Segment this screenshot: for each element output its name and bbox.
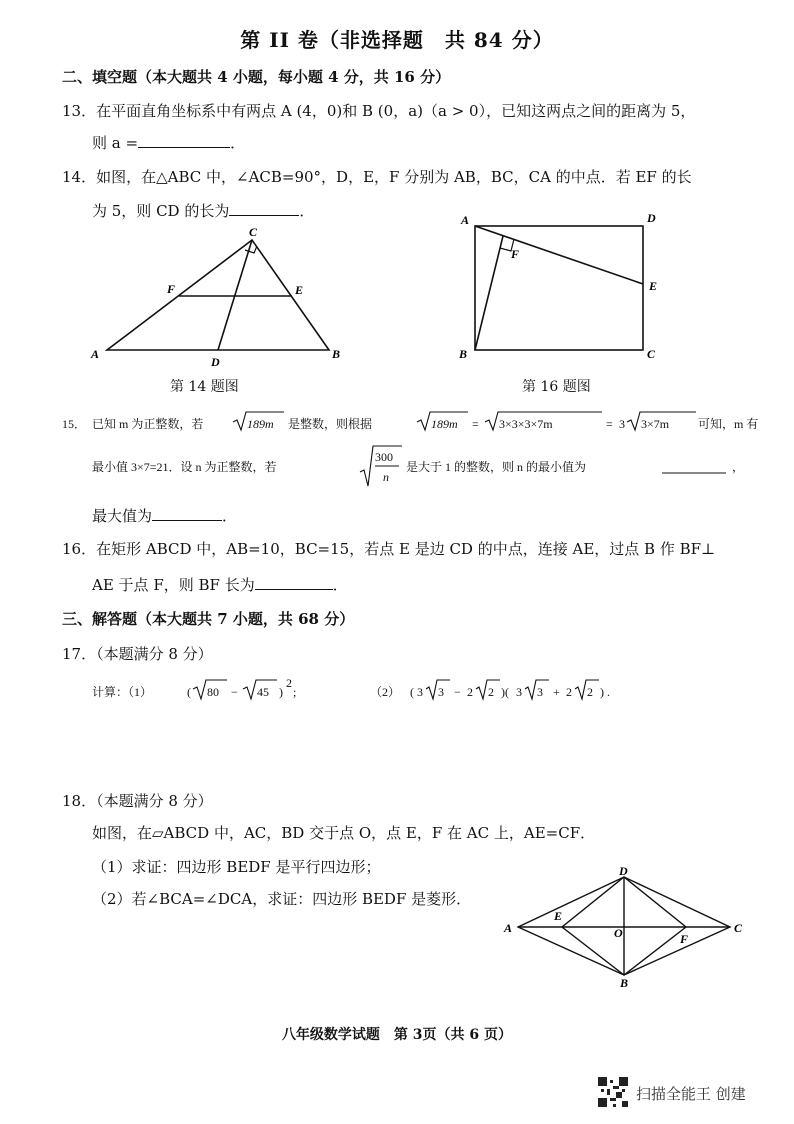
fig16-segment-AE — [475, 226, 643, 284]
svg-text:(: ( — [410, 685, 414, 699]
page-title: 第 II 卷（非选择题 共 84 分） — [240, 28, 554, 52]
q15-text-2: 是整数，则根据 — [288, 417, 373, 431]
q17-e2-radicand-a2: 3 — [537, 685, 543, 699]
svg-text:(: ( — [187, 685, 191, 699]
q15-radicand-1: 189m — [247, 417, 274, 431]
q13-line2: 则 a = ． — [92, 134, 246, 152]
q14-line2: 为 5，则 CD 的长为 ． — [92, 202, 315, 220]
q15-coefficient: 3 — [619, 417, 625, 431]
fig18-label-C: C — [734, 921, 743, 935]
fig14-segment-CD — [218, 240, 252, 350]
q15-text-3: 可知，m 有 — [698, 417, 759, 431]
svg-text:−: − — [454, 685, 461, 699]
fig14-label-B: B — [332, 347, 341, 361]
q15-line2-text-b: 是大于 1 的整数，则 n 的最小值为 — [406, 460, 587, 474]
svg-text:2: 2 — [467, 685, 473, 699]
q15-line2 — [92, 444, 752, 490]
fig18-label-A: A — [504, 921, 513, 935]
q15-frac-den: n — [383, 470, 389, 484]
q15-radicand-4: 3×7m — [641, 417, 670, 431]
q15-radicand-2: 189m — [431, 417, 458, 431]
q15-max-blank — [152, 506, 222, 521]
q14-line1: 14．如图，在△ABC 中，∠ACB=90°，D，E，F 分别为 AB，BC，CA 的中点．若 EF 的长 — [62, 168, 692, 186]
fig16-label-A: A — [461, 213, 470, 227]
q17-e2-radicand-b1: 2 — [488, 685, 494, 699]
q15-frac-num: 300 — [375, 450, 393, 464]
q17-radicand-80: 80 — [207, 685, 219, 699]
q17-label: 计算：（1） — [92, 685, 153, 699]
fig18-label-F: F — [680, 932, 689, 946]
svg-text:=: = — [472, 417, 479, 431]
q16-line2: AE 于点 F，则 BF 长为 ． — [92, 576, 348, 594]
q17-e2-radicand-a1: 3 — [438, 685, 444, 699]
q15-line2-text-a: 最小值 3×7=21．设 n 为正整数，若 — [92, 460, 277, 474]
svg-text:;: ; — [293, 685, 297, 699]
figure-16-caption: 第 16 题图 — [522, 379, 591, 395]
fig14-label-A: A — [91, 347, 100, 361]
fig14-right-angle-mark — [245, 246, 257, 253]
fig14-label-F: F — [167, 282, 176, 296]
figure-16 — [455, 206, 670, 366]
q14-prompt: 为 5，则 CD 的长为 — [92, 202, 230, 220]
q15-max-prompt: 最大值为 — [92, 507, 153, 525]
svg-text:): ) — [600, 685, 604, 699]
fig16-label-E: E — [649, 279, 658, 293]
svg-text:3: 3 — [516, 685, 522, 699]
q18-line1: 如图，在▱ABCD 中，AC，BD 交于点 O，点 E，F 在 AC 上，AE=CF． — [92, 824, 596, 842]
section-3-heading: 三、解答题（本大题共 7 小题，共 68 分） — [62, 610, 355, 628]
svg-text:+: + — [553, 685, 560, 699]
fig14-label-E: E — [295, 283, 304, 297]
svg-text:2: 2 — [566, 685, 572, 699]
svg-text:3: 3 — [417, 685, 423, 699]
svg-text:，: ， — [732, 460, 745, 474]
fig14-label-C: C — [249, 225, 258, 239]
figure-14-caption: 第 14 题图 — [170, 379, 239, 395]
q17-e2-radicand-b2: 2 — [587, 685, 593, 699]
fig18-label-B: B — [620, 976, 629, 990]
fig18-label-E: E — [554, 909, 563, 923]
fig16-label-C: C — [647, 347, 656, 361]
fig16-label-B: B — [459, 347, 468, 361]
qr-code-icon — [598, 1077, 628, 1107]
fig18-label-D: D — [619, 864, 628, 878]
q17-label-2: （2） — [370, 685, 401, 699]
q15-radicand-3: 3×3×3×7m — [499, 417, 553, 431]
q17-radicand-45: 45 — [257, 685, 269, 699]
q13-prompt: 则 a = — [92, 134, 139, 152]
q16-answer-blank — [255, 575, 333, 590]
q18-line3: （2）若∠BCA=∠DCA，求证：四边形 BEDF 是菱形． — [92, 890, 472, 908]
page-footer: 八年级数学试题 第 3页（共 6 页） — [281, 1027, 513, 1043]
q13-answer-blank — [138, 133, 230, 148]
q15-text-1: 已知 m 为正整数，若 — [92, 417, 204, 431]
svg-text:=: = — [606, 417, 613, 431]
svg-text:.: . — [607, 685, 610, 699]
q15-line1 — [62, 408, 759, 438]
watermark-text: 扫描全能王 创建 — [636, 1085, 746, 1103]
fig16-label-D: D — [647, 211, 656, 225]
svg-text:)(: )( — [501, 685, 509, 699]
q17-expressions — [92, 672, 652, 708]
q17-heading: 17．（本题满分 8 分） — [62, 645, 213, 663]
fig16-label-F: F — [511, 247, 520, 261]
q15-line3: 最大值为 ． — [92, 507, 238, 525]
q14-answer-blank — [229, 201, 299, 216]
q16-prompt: AE 于点 F，则 BF 长为 — [92, 576, 255, 594]
q13-line1: 13．在平面直角坐标系中有两点 A (4，0)和 B (0，a)（a > 0），已知这两点之间的距离为 5， — [62, 102, 696, 120]
fig16-segment-BF — [475, 236, 503, 350]
svg-text:−: − — [231, 685, 238, 699]
figure-18 — [498, 865, 748, 990]
fig18-label-O: O — [614, 926, 623, 940]
q15-number: 15． — [62, 417, 87, 431]
svg-text:): ) — [279, 685, 283, 699]
svg-text:2: 2 — [286, 676, 292, 690]
q18-line2: （1）求证：四边形 BEDF 是平行四边形； — [92, 858, 381, 876]
section-2-heading: 二、填空题（本大题共 4 小题，每小题 4 分，共 16 分） — [62, 68, 451, 86]
fig14-label-D: D — [211, 355, 220, 369]
q18-heading: 18．（本题满分 8 分） — [62, 792, 213, 810]
figure-14 — [85, 222, 345, 372]
q16-line1: 16．在矩形 ABCD 中，AB=10，BC=15，若点 E 是边 CD 的中点，连接 AE，过点 B 作 BF⊥ — [62, 540, 716, 558]
